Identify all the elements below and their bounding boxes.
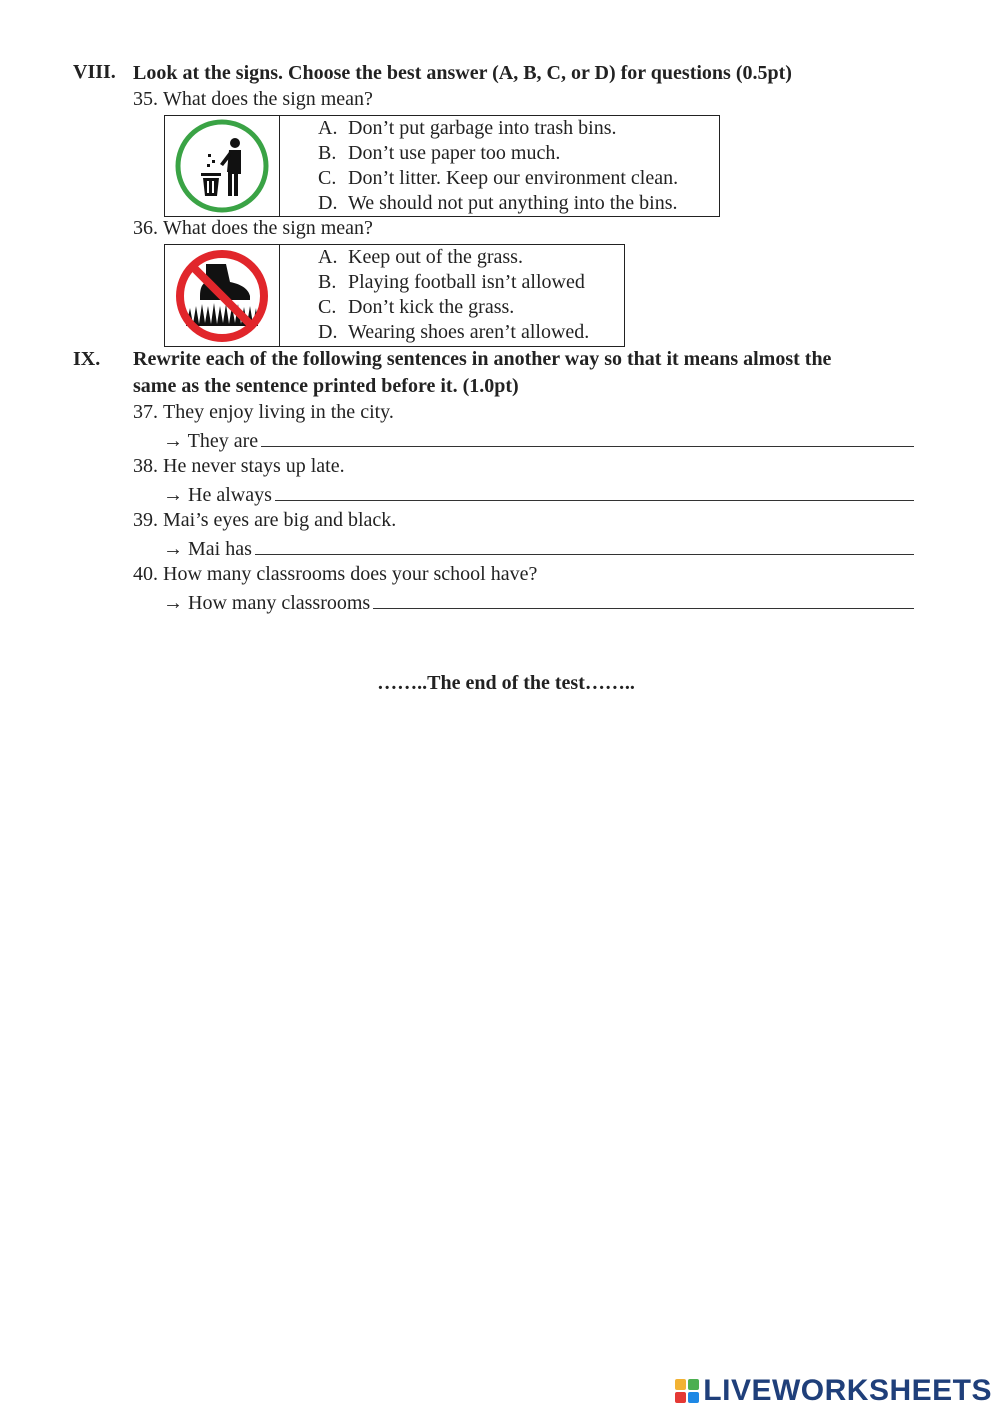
- question-35: [133, 88, 373, 111]
- question-36-sign-box: [164, 244, 625, 347]
- no-littering-icon: [165, 116, 280, 216]
- question-number: 40.: [133, 563, 158, 585]
- question-35-options: [280, 116, 678, 216]
- question-text: They enjoy living in the city.: [163, 401, 394, 423]
- section-8-title: Look at the signs. Choose the best answer (A, B, C, or D) for questions (0.5pt): [133, 62, 792, 84]
- section-9-number: IX.: [73, 348, 101, 370]
- option-b[interactable]: B. Don’t use paper too much.: [318, 142, 561, 164]
- logo-grid-icon: [675, 1379, 699, 1403]
- question-text: He never stays up late.: [163, 455, 345, 477]
- option-a[interactable]: A. Don’t put garbage into trash bins.: [318, 117, 617, 139]
- question-text: Mai’s eyes are big and black.: [163, 509, 397, 531]
- answer-37-input[interactable]: [261, 428, 914, 447]
- question-39: [133, 509, 396, 532]
- answer-40-row: [163, 590, 914, 615]
- answer-prompt: → They are: [163, 430, 259, 452]
- option-c[interactable]: C. Don’t litter. Keep our environment clean.: [318, 167, 679, 189]
- question-number: 38.: [133, 455, 158, 477]
- question-36: [133, 217, 373, 240]
- question-number: 36.: [133, 217, 158, 239]
- keep-off-grass-icon: [165, 245, 280, 346]
- question-40: [133, 563, 537, 586]
- question-text: What does the sign mean?: [163, 217, 373, 239]
- option-a[interactable]: A. Keep out of the grass.: [318, 246, 523, 268]
- liveworksheets-logo: [675, 1374, 992, 1408]
- end-of-test: ……..The end of the test……..: [377, 672, 635, 694]
- option-d[interactable]: D. Wearing shoes aren’t allowed.: [318, 321, 590, 343]
- question-number: 39.: [133, 509, 158, 531]
- question-35-sign-box: [164, 115, 720, 217]
- section-9-title-line-2: same as the sentence printed before it. (1.0pt): [133, 375, 519, 397]
- answer-39-input[interactable]: [255, 536, 914, 555]
- question-number: 37.: [133, 401, 158, 423]
- question-38: [133, 455, 345, 478]
- answer-prompt: → How many classrooms: [163, 592, 371, 614]
- option-d[interactable]: D. We should not put anything into the bins.: [318, 192, 678, 214]
- section-8-number: VIII.: [73, 61, 116, 83]
- option-b[interactable]: B. Playing football isn’t allowed: [318, 271, 585, 293]
- question-text: How many classrooms does your school have?: [163, 563, 538, 585]
- answer-38-row: [163, 482, 914, 507]
- answer-40-input[interactable]: [373, 590, 914, 609]
- question-text: What does the sign mean?: [163, 88, 373, 110]
- question-number: 35.: [133, 88, 158, 110]
- brand-name: LIVEWORKSHEETS: [703, 1374, 992, 1407]
- section-9-title-line-1: Rewrite each of the following sentences in another way so that it means almost the: [133, 348, 832, 370]
- option-c[interactable]: C. Don’t kick the grass.: [318, 296, 515, 318]
- answer-prompt: → He always: [163, 484, 272, 506]
- answer-38-input[interactable]: [275, 482, 914, 501]
- question-37: [133, 401, 394, 424]
- answer-prompt: → Mai has: [163, 538, 252, 560]
- answer-39-row: [163, 536, 914, 561]
- question-36-options: [280, 245, 589, 346]
- answer-37-row: [163, 428, 914, 453]
